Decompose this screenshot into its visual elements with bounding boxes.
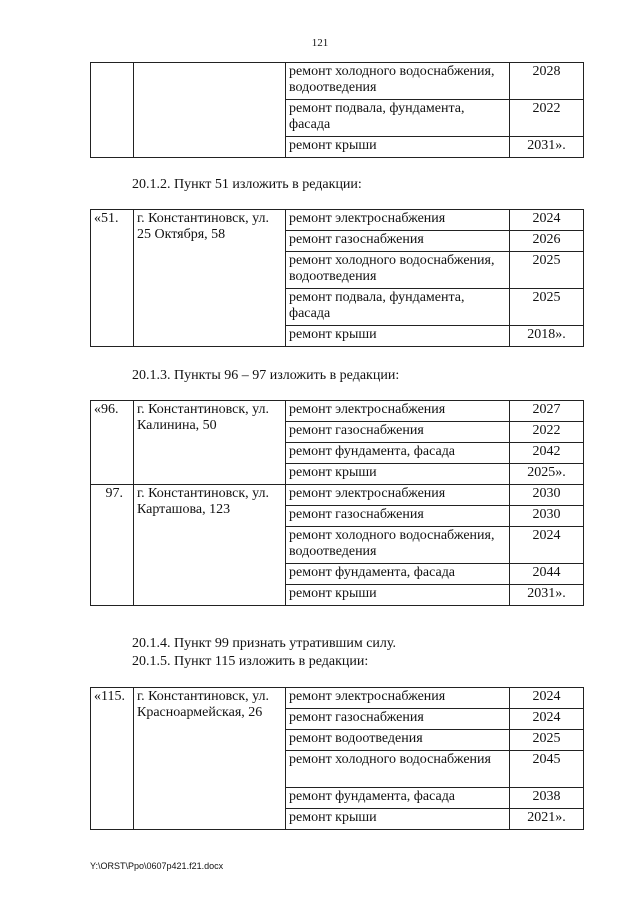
address-cell: г. Константиновск, ул. Карташова, 123 — [134, 485, 286, 606]
table-item-51 — [90, 209, 584, 347]
work-cell: ремонт холодного водоснабжения, водоотведения — [286, 63, 510, 100]
work-cell: ремонт крыши — [286, 585, 510, 606]
work-cell: ремонт холодного водоснабжения, водоотведения — [286, 252, 510, 289]
address-cell — [134, 63, 286, 158]
year-cell: 2045 — [510, 751, 584, 788]
year-cell: 2028 — [510, 63, 584, 100]
year-cell: 2044 — [510, 564, 584, 585]
work-cell: ремонт газоснабжения — [286, 422, 510, 443]
table-items-96-97 — [90, 400, 584, 606]
table-row — [91, 688, 584, 709]
paragraph: 20.1.3. Пункты 96 – 97 изложить в редакции: — [132, 368, 400, 383]
work-cell: ремонт крыши — [286, 464, 510, 485]
work-cell: ремонт газоснабжения — [286, 231, 510, 252]
year-cell: 2021». — [510, 809, 584, 830]
work-cell: ремонт холодного водоснабжения — [286, 751, 510, 788]
year-cell: 2022 — [510, 100, 584, 137]
address-cell: г. Константиновск, ул. Калинина, 50 — [134, 401, 286, 485]
year-cell: 2024 — [510, 210, 584, 231]
year-cell: 2030 — [510, 485, 584, 506]
year-cell: 2027 — [510, 401, 584, 422]
year-cell: 2018». — [510, 326, 584, 347]
item-number-cell: «51. — [91, 210, 134, 347]
table-row — [91, 63, 584, 100]
work-cell: ремонт водоотведения — [286, 730, 510, 751]
year-cell: 2022 — [510, 422, 584, 443]
paragraph: 20.1.4. Пункт 99 признать утратившим силу. — [132, 636, 396, 651]
work-cell: ремонт фундамента, фасада — [286, 443, 510, 464]
table-continuation — [90, 62, 584, 158]
year-cell: 2038 — [510, 788, 584, 809]
year-cell: 2030 — [510, 506, 584, 527]
year-cell: 2025 — [510, 289, 584, 326]
year-cell: 2031». — [510, 137, 584, 158]
year-cell: 2024 — [510, 688, 584, 709]
table-row — [91, 485, 584, 506]
year-cell: 2025». — [510, 464, 584, 485]
work-cell: ремонт электроснабжения — [286, 485, 510, 506]
work-cell: ремонт крыши — [286, 809, 510, 830]
work-cell: ремонт газоснабжения — [286, 709, 510, 730]
table-row — [91, 210, 584, 231]
year-cell: 2025 — [510, 730, 584, 751]
address-cell: г. Константиновск, ул. 25 Октября, 58 — [134, 210, 286, 347]
item-number-cell: «96. — [91, 401, 134, 485]
work-cell: ремонт холодного водоснабжения, водоотведения — [286, 527, 510, 564]
work-cell: ремонт крыши — [286, 326, 510, 347]
work-cell: ремонт электроснабжения — [286, 688, 510, 709]
work-cell: ремонт фундамента, фасада — [286, 564, 510, 585]
item-number-cell — [91, 63, 134, 158]
year-cell: 2026 — [510, 231, 584, 252]
paragraph: 20.1.5. Пункт 115 изложить в редакции: — [132, 654, 369, 669]
footer-file-path: Y:\ORST\Ppo\0607p421.f21.docx — [90, 861, 224, 871]
year-cell: 2024 — [510, 527, 584, 564]
work-cell: ремонт электроснабжения — [286, 210, 510, 231]
page-number: 121 — [311, 37, 329, 49]
table-item-115 — [90, 687, 584, 830]
work-cell: ремонт подвала, фундамента, фасада — [286, 100, 510, 137]
item-number-cell: «115. — [91, 688, 134, 830]
item-number-cell: 97. — [91, 485, 134, 606]
year-cell: 2024 — [510, 709, 584, 730]
paragraph: 20.1.2. Пункт 51 изложить в редакции: — [132, 177, 362, 192]
year-cell: 2042 — [510, 443, 584, 464]
year-cell: 2025 — [510, 252, 584, 289]
address-cell: г. Константиновск, ул. Красноармейская, 26 — [134, 688, 286, 830]
work-cell: ремонт электроснабжения — [286, 401, 510, 422]
work-cell: ремонт газоснабжения — [286, 506, 510, 527]
work-cell: ремонт фундамента, фасада — [286, 788, 510, 809]
year-cell: 2031». — [510, 585, 584, 606]
work-cell: ремонт подвала, фундамента, фасада — [286, 289, 510, 326]
table-row — [91, 401, 584, 422]
work-cell: ремонт крыши — [286, 137, 510, 158]
